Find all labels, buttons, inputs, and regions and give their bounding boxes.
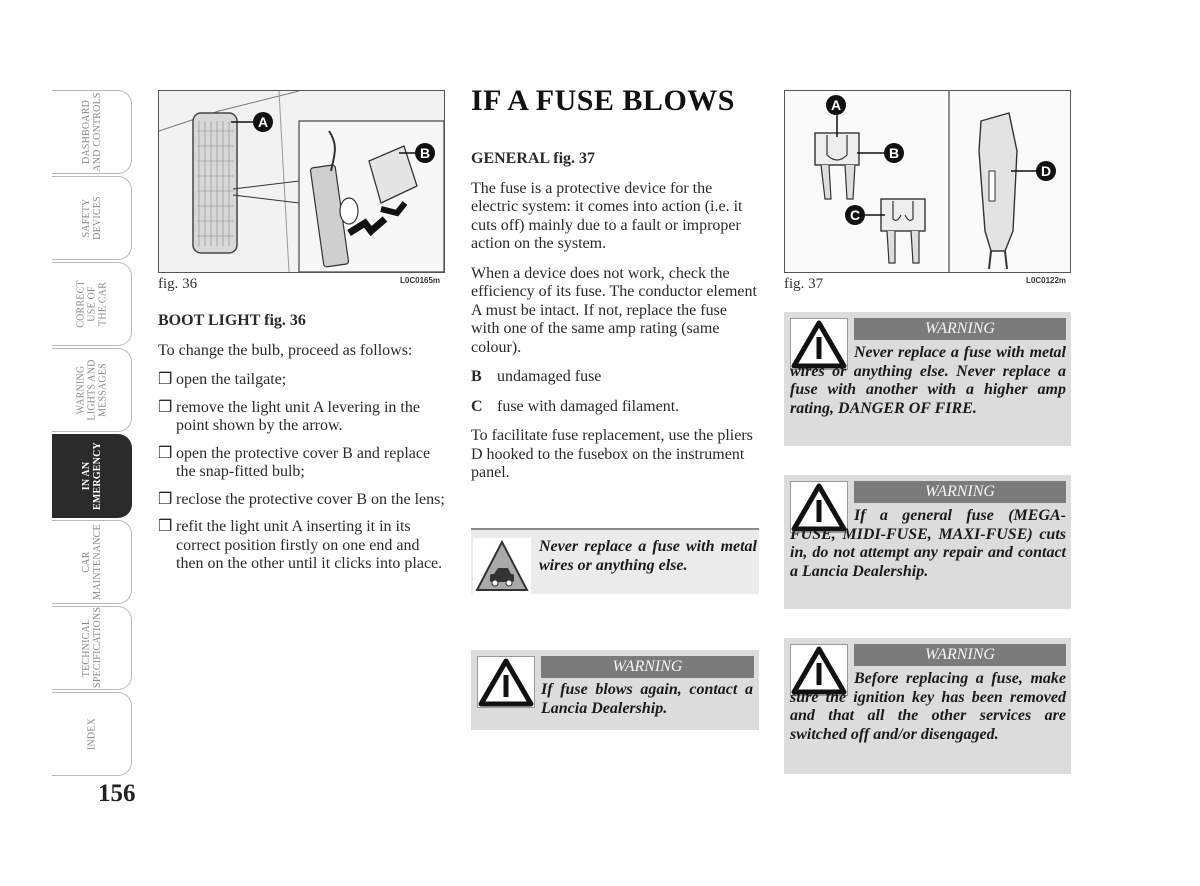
callout-b-icon: [414, 142, 436, 164]
svg-text:D: D: [1040, 163, 1052, 179]
checkbox-bullet-icon: ❒: [158, 518, 173, 535]
general-heading: GENERAL fig. 37: [471, 150, 596, 167]
checkbox-bullet-icon: ❒: [158, 371, 173, 388]
boot-light-section: [158, 312, 446, 583]
fuse-general-section: [471, 150, 759, 494]
list-item: ❒ remove the light unit A levering in the point shown by the arrow.: [158, 398, 420, 434]
environment-note-text: Never replace a fuse with metal wires or anything else.: [539, 538, 757, 574]
svg-text:C: C: [849, 207, 861, 223]
checkbox-bullet-icon: ❒: [158, 398, 173, 416]
callout-b-icon: [883, 142, 905, 164]
tab-safety-devices[interactable]: SAFETY DEVICES: [52, 176, 132, 260]
svg-text:B: B: [419, 145, 431, 161]
warning-header: WARNING: [854, 481, 1066, 503]
list-item: ❒ refit the light unit A inserting it in its correct position firstly on one end and then on the other until it clicks into place.: [158, 518, 443, 572]
page-title: IF A FUSE BLOWS: [471, 84, 735, 117]
fuse-paragraph-2: When a device does not work, check the efficiency of its fuse. The conductor element A must be intact. If not, replace the fuse with one of the same amp rating (same colour).: [471, 264, 757, 356]
list-item: ❒ open the protective cover B and replace the snap-fitted bulb;: [158, 444, 431, 480]
svg-text:A: A: [257, 114, 269, 130]
tab-dashboard-and-controls[interactable]: DASHBOARD AND CONTROLS: [52, 90, 132, 174]
figure-37-code: L0C0122m: [1026, 276, 1067, 285]
warning-header: WARNING: [541, 656, 754, 678]
warning-box-metal-wires: [784, 312, 1071, 446]
warning-text: Never replace a fuse with metal wires or anything else. Never replace a fuse with another with a higher amp rating, DANGER OF FIRE.: [790, 344, 1066, 417]
svg-text:B: B: [888, 145, 900, 161]
tab-index[interactable]: INDEX: [52, 692, 132, 776]
warning-header: WARNING: [854, 318, 1066, 340]
callout-d-icon: [1035, 160, 1057, 182]
tab-car-maintenance[interactable]: CAR MAINTENANCE: [52, 520, 132, 604]
boot-light-illustration: [159, 91, 444, 272]
environment-note: [471, 528, 759, 594]
fuse-paragraph-3: To facilitate fuse replacement, use the pliers D hooked to the fusebox on the instrument panel.: [471, 427, 753, 481]
warning-text: If a general fuse (MEGA-FUSE, MIDI-FUSE, MAXI-FUSE) cuts in, do not attempt any repair and contact a Lancia Dealership.: [790, 507, 1066, 580]
callout-c-icon: [844, 204, 866, 226]
warning-triangle-icon: [477, 656, 535, 708]
tab-technical-specifications[interactable]: TECHNICAL SPECIFICATIONS: [52, 606, 132, 690]
checkbox-bullet-icon: ❒: [158, 444, 173, 462]
warning-box-ignition-key: [784, 638, 1071, 774]
warning-header: WARNING: [854, 644, 1066, 666]
warning-box-fuse-blows-again: [471, 650, 759, 730]
list-item: ❒ open the tailgate;: [158, 371, 287, 388]
fuse-illustration: [785, 91, 1070, 272]
figure-37-caption: fig. 37: [784, 276, 824, 292]
boot-light-heading: BOOT LIGHT fig. 36: [158, 312, 306, 329]
svg-text:A: A: [830, 97, 842, 113]
figure-37-fuses: [784, 90, 1071, 273]
checkbox-bullet-icon: ❒: [158, 490, 173, 508]
list-item: ❒ reclose the protective cover B on the lens;: [158, 490, 445, 508]
figure-36-boot-light: [158, 90, 445, 273]
legend-item-c: C fuse with damaged filament.: [471, 397, 680, 415]
tab-warning-lights-and-messages[interactable]: WARNING LIGHTS AND MESSAGES: [52, 348, 132, 432]
warning-text: Before replacing a fuse, make sure the ignition key has been removed and that all the other services are switched off and/or disengaged.: [790, 670, 1066, 743]
callout-a-icon: [252, 111, 274, 133]
car-warning-icon: [473, 538, 531, 594]
warning-box-general-fuse: [784, 475, 1071, 609]
page-number: 156: [98, 780, 136, 807]
figure-36-code: L0C0165m: [400, 276, 441, 285]
tab-correct-use-of-the-car[interactable]: CORRECT USE OF THE CAR: [52, 262, 132, 346]
figure-36-caption: fig. 36: [158, 276, 198, 292]
boot-light-intro: To change the bulb, proceed as follows:: [158, 341, 413, 359]
tab-in-an-emergency[interactable]: IN AN EMERGENCY: [52, 434, 132, 518]
fuse-paragraph-1: The fuse is a protective device for the electric system: it comes into action (i.e. it cuts off) mainly due to a fault or improper action on the system.: [471, 179, 743, 252]
legend-item-b: B undamaged fuse: [471, 368, 602, 385]
warning-text: If fuse blows again, contact a Lancia Dealership.: [541, 681, 753, 717]
callout-a-icon: [825, 94, 847, 116]
